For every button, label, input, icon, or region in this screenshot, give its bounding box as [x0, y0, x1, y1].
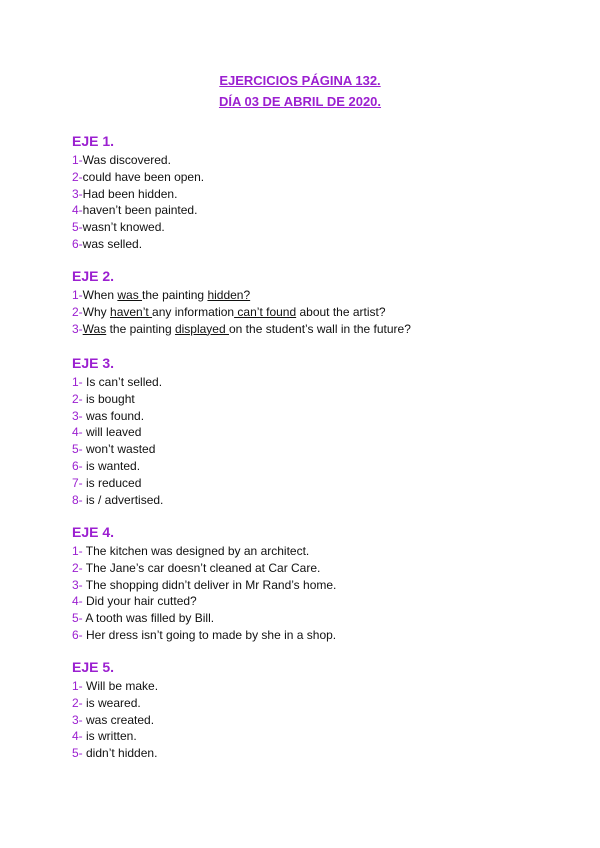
list-item [72, 577, 552, 594]
item-number: 2- [72, 695, 83, 710]
item-text: haven’t been painted. [82, 203, 198, 218]
list-item [72, 728, 552, 745]
underlined-text: can’t found [234, 304, 297, 319]
item-number: 5- [72, 746, 83, 761]
item-text: the painting [142, 288, 208, 302]
item-text: on the student’s wall in the future? [229, 321, 411, 336]
item-number: 2- [72, 169, 83, 184]
item-number: 4- [72, 425, 83, 440]
exercise-5-section [72, 659, 552, 762]
item-text: was selled. [82, 236, 143, 251]
list-item [72, 408, 552, 425]
exercise-4-list [72, 543, 552, 644]
list-item [72, 475, 552, 492]
item-number: 3- [72, 577, 83, 592]
item-number: 4- [72, 594, 83, 609]
list-item [72, 745, 552, 762]
exercise-4-heading: EJE 4. [72, 524, 115, 540]
exercise-5-heading: EJE 5. [72, 659, 115, 675]
item-text: didn’t hidden. [82, 746, 158, 761]
underlined-text: was [117, 288, 143, 302]
list-item [72, 424, 552, 441]
item-number: 3- [72, 321, 83, 336]
list-item [72, 236, 552, 253]
item-text: was created. [82, 712, 155, 727]
exercise-1-section [72, 133, 552, 253]
list-item [72, 219, 552, 236]
list-item [72, 169, 552, 186]
item-text: wasn’t knowed. [82, 220, 165, 235]
item-text: When [82, 288, 118, 302]
item-text: Did your hair cutted? [82, 594, 197, 609]
exercise-2-heading: EJE 2. [72, 268, 115, 284]
item-text: is bought [82, 391, 135, 406]
item-text: is reduced [82, 475, 142, 490]
item-number: 7- [72, 475, 83, 490]
exercise-5-list [72, 678, 552, 762]
item-text: is wanted. [82, 458, 141, 473]
item-text: Had been hidden. [82, 186, 178, 201]
document-title-line-2: DÍA 03 DE ABRIL DE 2020. [218, 94, 382, 109]
item-text: The shopping didn’t deliver in Mr Rand’s home. [82, 577, 337, 592]
item-text: is / advertised. [82, 492, 164, 507]
item-text: The Jane’s car doesn’t cleaned at Car Care. [82, 560, 321, 575]
item-number: 3- [72, 408, 83, 423]
list-item [72, 391, 552, 408]
exercise-2-list [72, 287, 552, 337]
exercise-3-list [72, 374, 552, 508]
item-number: 1- [72, 375, 83, 389]
item-text: Why [82, 304, 111, 319]
item-number: 1- [72, 679, 83, 693]
item-text: the painting [106, 321, 175, 336]
item-number: 1- [72, 544, 83, 558]
list-item [72, 492, 552, 509]
list-item [72, 321, 552, 338]
item-number: 2- [72, 560, 83, 575]
list-item [72, 287, 552, 304]
item-number: 6- [72, 627, 83, 642]
item-text: A tooth was filled by Bill. [82, 611, 215, 626]
item-number: 3- [72, 712, 83, 727]
list-item [72, 374, 552, 391]
exercise-2-section [72, 268, 552, 337]
list-item [72, 593, 552, 610]
item-text: will leaved [82, 425, 142, 440]
list-item [72, 695, 552, 712]
item-number: 8- [72, 492, 83, 507]
exercise-1-heading: EJE 1. [72, 133, 115, 149]
item-text: Is can’t selled. [82, 375, 163, 389]
list-item [72, 441, 552, 458]
item-text: won’t wasted [82, 442, 156, 457]
list-item [72, 186, 552, 203]
item-text: Was discovered. [82, 153, 171, 167]
list-item [72, 458, 552, 475]
item-number: 2- [72, 391, 83, 406]
item-text: Her dress isn’t going to made by she in a shop. [82, 627, 337, 642]
item-text: could have been open. [82, 169, 205, 184]
list-item [72, 304, 552, 321]
item-text: about the artist? [296, 304, 386, 319]
list-item [72, 152, 552, 169]
item-number: 6- [72, 236, 83, 251]
underlined-text: displayed [174, 321, 229, 336]
exercise-3-heading: EJE 3. [72, 355, 115, 371]
item-number: 1- [72, 153, 83, 167]
list-item [72, 627, 552, 644]
exercise-4-section [72, 524, 552, 644]
item-number: 5- [72, 442, 83, 457]
item-text: Will be make. [82, 679, 159, 693]
item-number: 2- [72, 304, 83, 319]
item-number: 4- [72, 203, 83, 218]
item-text: was found. [82, 408, 145, 423]
underlined-text: hidden? [207, 288, 251, 302]
item-text: any information [152, 304, 235, 319]
list-item [72, 712, 552, 729]
list-item [72, 560, 552, 577]
item-number: 6- [72, 458, 83, 473]
item-text: The kitchen was designed by an architect. [82, 544, 310, 558]
item-text: is written. [82, 729, 137, 744]
list-item [72, 610, 552, 627]
list-item [72, 543, 552, 560]
item-number: 3- [72, 186, 83, 201]
item-number: 4- [72, 729, 83, 744]
exercise-1-list [72, 152, 552, 253]
list-item [72, 202, 552, 219]
item-number: 5- [72, 611, 83, 626]
item-text: is weared. [82, 695, 141, 710]
underlined-text: haven’t [110, 304, 153, 319]
exercise-3-section [72, 355, 552, 508]
list-item [72, 678, 552, 695]
document-title-line-1: EJERCICIOS PÁGINA 132. [219, 73, 381, 88]
item-number: 1- [72, 288, 83, 302]
underlined-text: Was [82, 321, 107, 336]
item-number: 5- [72, 220, 83, 235]
